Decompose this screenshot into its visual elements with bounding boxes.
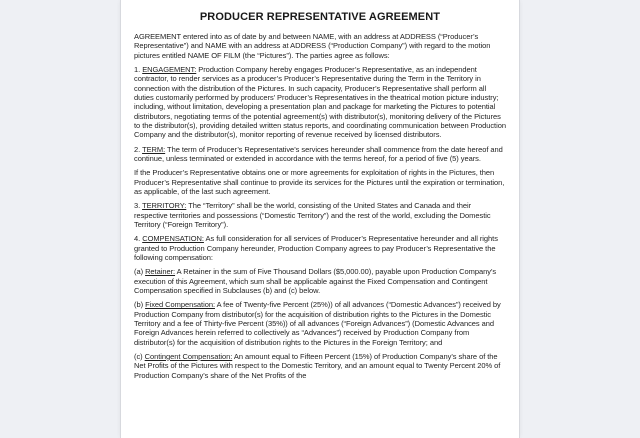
document-body (134, 32, 506, 380)
paragraph: 4. COMPENSATION: As full consideration for all services of Producer’s Representative hereunder and all rights granted to Production Company hereunder, Production Company agrees to pay Producer’s Representative the following compensation: (134, 234, 498, 262)
paragraph: (a) Retainer: A Retainer in the sum of Five Thousand Dollars ($5,000.00), payable upon Production Company’s execution of this Agreement, which sum shall be applicable against the Fixed Compensation and Contingent Compensation specified in Subclauses (b) and (c) below. (134, 267, 497, 295)
clause-heading: Contingent Compensation: (144, 351, 233, 361)
paragraph: If the Producer’s Representative obtains one or more agreements for exploitation of rights in the Pictures, then Producer’s Representative shall continue to provide its services for the Pictures until the expiration or termination, as applicable, of the last such agreement. (134, 168, 505, 196)
clause-heading: Fixed Compensation: (145, 300, 215, 310)
paragraph: 3. TERRITORY: The “Territory” shall be the world, consisting of the United States and Canada and their respective territories and possessions (“Domestic Territory”) and the rest of the world, excluding the Domestic Territory (“Foreign Territory”). (134, 201, 491, 229)
paragraph: (c) Contingent Compensation: An amount equal to Fifteen Percent (15%) of Production Company’s share of the Net Profits of the Pictures with respect to the Domestic Territory, and an amount equal to Twenty Percent 20% of Production Company’s share of the Net Profits of the (134, 351, 501, 380)
clause-heading: TERRITORY: (142, 201, 187, 211)
clause-heading: ENGAGEMENT: (142, 64, 197, 74)
paragraph: 1. ENGAGEMENT: Production Company hereby engages Producer’s Representative, as an independent contractor, to render services as a producer’s Producer’s Representative during the Term in the Territory in connection with the distribution of the Pictures. In such capacity, Producer’s Representative shall perform all duties customarily performed by producers’ Producer’s Representatives in the theatrical motion picture industry; including, without limitation, developing a presentation plan and package for marketing the Pictures to potential distributors, negotiating terms of the potential agreement(s) with distributor(s), monitoring delivery of the Pictures to the distributor(s), providing detailed written status reports, and coordinating communication between Production Company and the distributor(s), monitor reporting of revenue received by licensed distributors. (134, 64, 506, 140)
paragraph: AGREEMENT entered into as of date by and between NAME, with an address at ADDRESS (“Producer’s Representative”) and NAME with an address at ADDRESS (“Production Company”) with regard to the motion pictures entitled NAME OF FILM (the “Pictures”). The parties agree as follows: (134, 32, 491, 60)
clause-heading: Retainer: (145, 267, 176, 277)
paragraph: 2. TERM: The term of Producer’s Representative’s services hereunder shall commence from the date hereof and continue, unless terminated or extended in accordance with the terms hereof, for a period of five (5) years. (134, 144, 503, 163)
document-title: PRODUCER REPRESENTATIVE AGREEMENT (199, 11, 441, 23)
clause-heading: TERM: (142, 144, 166, 154)
document-page (120, 0, 520, 438)
clause-heading: COMPENSATION: (142, 234, 204, 244)
paragraph: (b) Fixed Compensation: A fee of Twenty-five Percent (25%)) of all advances (“Domestic Advances”) received by Production Company from distributor(s) for the acquisition of distribution rights to the Pictures in the Domestic Territory and a fee of Thirty-five Percent (35%)) of all advances (“Foreign Advances”) (Domestic Advances and Foreign Advances herein referred to collectively as “Advances”) received by Production Company from distributor(s) for the acquisition of distribution rights to the Pictures in the Foreign Territory; and (134, 300, 501, 347)
